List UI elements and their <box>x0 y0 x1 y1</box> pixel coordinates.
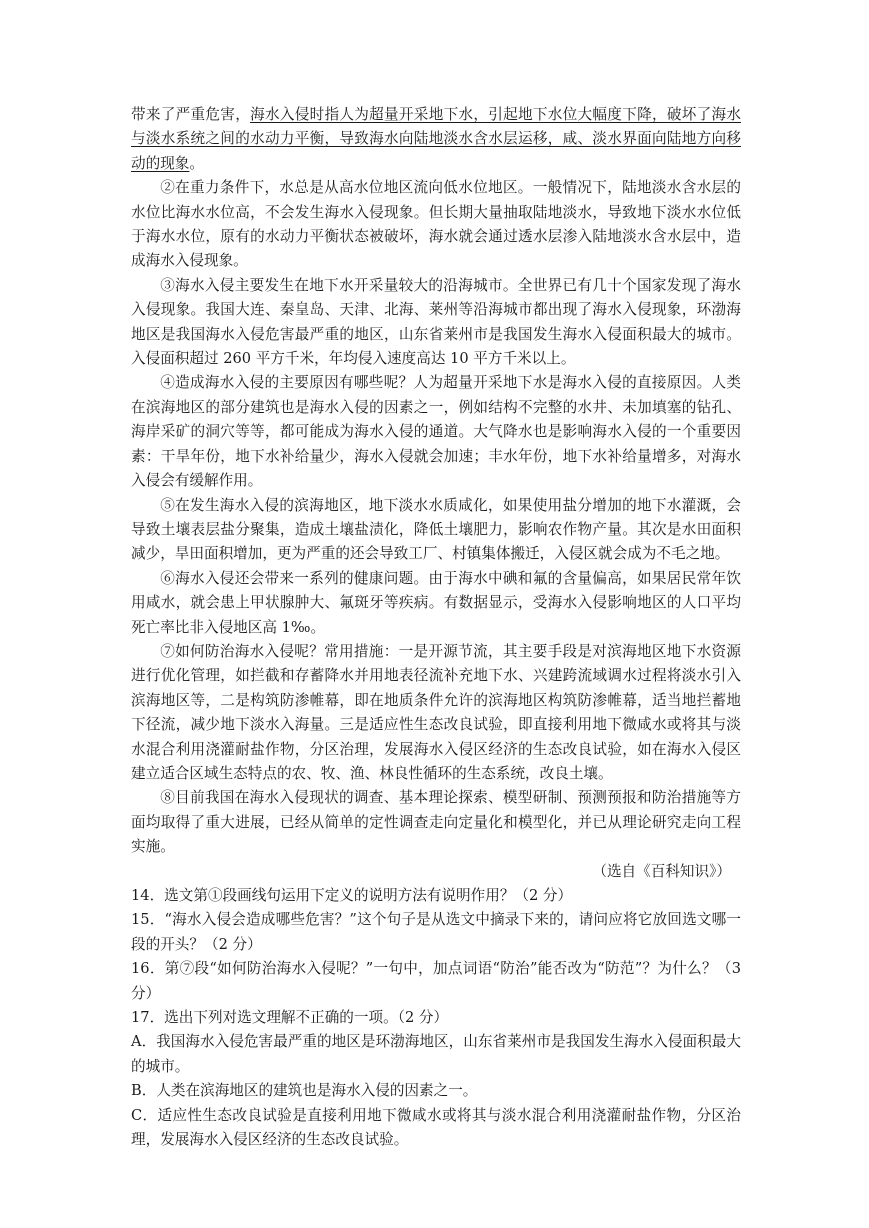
paragraph-1-lead-text: 带来了严重危害， <box>131 106 251 123</box>
paragraph-2: ②在重力条件下，水总是从高水位地区流向低水位地区。一般情况下，陆地淡水含水层的水位比海水水位高，不会发生海水入侵现象。但长期大量抽取陆地淡水，导致地下淡水水位低于海水水位，原有的水动力平衡状态被破坏，海水就会通过透水层渗入陆地淡水含水层中，造成海水入侵现象。 <box>131 179 741 270</box>
question-17-option-b: B．人类在滨海地区的建筑也是海水入侵的因素之一。 <box>131 1082 478 1100</box>
question-17: 17．选出下列对选文理解不正确的一项。（2 分） <box>131 1009 449 1027</box>
paragraph-5: ⑤在发生海水入侵的滨海地区，地下淡水水质咸化，如果使用盐分增加的地下水灌溉，会导致土壤表层盐分聚集，造成土壤盐渍化，降低土壤肥力，影响农作物产量。其次是水田面积减少，旱田面积增加，更为严重的还会导致工厂、村镇集体搬迁，入侵区就会成为不毛之地。 <box>131 496 741 563</box>
question-17-option-c: C．适应性生态改良试验是直接利用地下微咸水或将其与淡水混合利用浇灌耐盐作物，分区治理，发展海水入侵区经济的生态改良试验。 <box>131 1106 741 1149</box>
paragraph-1-end-punct: 。 <box>189 154 204 172</box>
paragraph-3: ③海水入侵主要发生在地下水开采量较大的沿海城市。全世界已有几十个国家发现了海水入侵现象。我国大连、秦皇岛、天津、北海、莱州等沿海城市都出现了海水入侵现象，环渤海地区是我国海水入侵危害最严重的地区，山东省莱州市是我国发生海水入侵面积最大的城市。入侵面积超过 260 平方千米，年均侵入速度高达 10 平方千米以上。 <box>131 276 741 368</box>
paragraph-4: ④造成海水入侵的主要原因有哪些呢？人为超量开采地下水是海水入侵的直接原因。人类在滨海地区的部分建筑也是海水入侵的因素之一，例如结构不完整的水井、未加填塞的钻孔、海岸采矿的洞穴等等，都可能成为海水入侵的通道。大气降水也是影响海水入侵的一个重要因素：干旱年份，地下水补给量少，海水入侵就会加速；丰水年份，地下水补给量增多，对海水入侵会有缓解作用。 <box>131 374 741 490</box>
paragraph-1-continuation <box>131 103 741 176</box>
source-citation: （选自《百科知识》） <box>592 862 731 880</box>
question-17-option-a: A．我国海水入侵危害最严重的地区是环渤海地区，山东省莱州市是我国发生海水入侵面积最大的城市。 <box>131 1033 741 1075</box>
underlined-definition-sentence: 海水入侵时指人为超量开采地下水，引起地下水位大幅度下降，破坏了海水与淡水系统之间的水动力平衡，导致海水向陆地淡水含水层运移，咸、淡水界面向陆地方向移动的现象 <box>131 106 741 172</box>
passage-body <box>131 103 741 1152</box>
question-15: 15．“海水入侵会造成哪些危害？”这个句子是从选文中摘录下来的，请问应将它放回选文哪一段的开头？（2 分） <box>131 911 741 953</box>
paragraph-6: ⑥海水入侵还会带来一系列的健康问题。由于海水中碘和氟的含量偏高，如果居民常年饮用咸水，就会患上甲状腺肿大、氟斑牙等疾病。有数据显示，受海水入侵影响地区的人口平均死亡率比非入侵地区高 1‰。 <box>131 569 741 636</box>
paragraph-7: ⑦如何防治海水入侵呢？常用措施：一是开源节流，其主要手段是对滨海地区地下水资源进行优化管理，如拦截和存蓄降水并用地表径流补充地下水、兴建跨流域调水过程将淡水引入滨海地区等，二是构筑防渗帷幕，即在地质条件允许的滨海地区构筑防渗帷幕，适当地拦蓄地下径流，减少地下淡水入海量。三是适应性生态改良试验，即直接利用地下微咸水或将其与淡水混合利用浇灌耐盐作物，分区治理，发展海水入侵区经济的生态改良试验，如在海水入侵区建立适合区域生态特点的农、牧、渔、林良性循环的生态系统，改良土壤。 <box>131 642 741 782</box>
question-16: 16．第⑦段“如何防治海水入侵呢？”一句中，加点词语“防治”能否改为“防范”？为什么？（3 分） <box>131 960 741 1002</box>
question-14: 14．选文第①段画线句运用下定义的说明方法有说明作用？（2 分） <box>131 887 573 904</box>
paragraph-8: ⑧目前我国在海水入侵现状的调查、基本理论探索、模型研制、预测预报和防治措施等方面均取得了重大进展，已经从简单的定性调查走向定量化和模型化，并已从理论研究走向工程实施。 <box>131 789 741 856</box>
